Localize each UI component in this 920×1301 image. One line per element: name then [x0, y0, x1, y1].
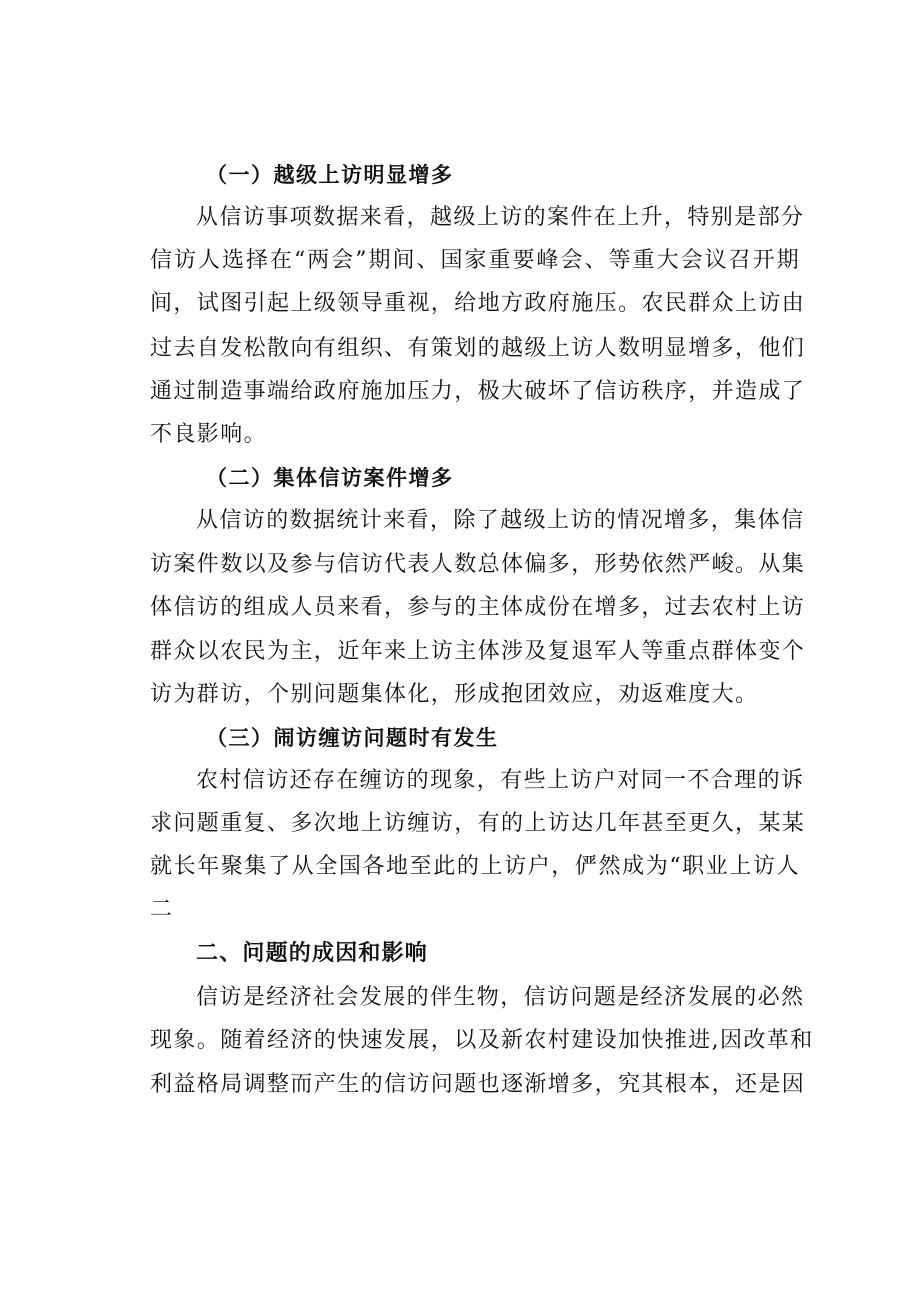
paragraph-line: 信访人选择在“两会”期间、国家重要峰会、等重大会议召开期: [150, 248, 800, 273]
paragraph-line: 过去自发松散向有组织、有策划的越级上访人数明显增多，他们: [150, 336, 806, 361]
paragraph-line: 现象。随着经济的快速发展，以及新农村建设加快推进,因改革和: [150, 1028, 814, 1053]
paragraph-line: 求问题重复、多次地上访缠访，有的上访达几年甚至更久，某某: [150, 811, 806, 836]
paragraph-line: 群众以农民为主，近年来上访主体涉及复退军人等重点群体变个: [150, 639, 806, 664]
section-heading: 二、问题的成因和影响: [196, 941, 429, 966]
paragraph-line: 体信访的组成人员来看，参与的主体成份在增多，过去农村上访: [150, 595, 806, 620]
paragraph-line: 通过制造事端给政府施加压力，极大破坏了信访秩序，并造成了: [150, 379, 806, 404]
paragraph-line: 就长年聚集了从全国各地至此的上访户，俨然成为“职业上访人: [150, 854, 800, 879]
paragraph-line: 间，试图引起上级领导重视，给地方政府施压。农民群众上访由: [150, 291, 806, 316]
paragraph-line: 访为群访，个别问题集体化，形成抱团效应，劝返难度大。: [150, 682, 759, 707]
paragraph-line: 利益格局调整而产生的信访问题也逐渐增多，究其根本，还是因: [150, 1072, 806, 1097]
paragraph-line: 农村信访还存在缠访的现象，有些上访户对同一不合理的诉: [196, 768, 805, 793]
paragraph-line: 从信访的数据统计来看，除了越级上访的情况增多，集体信: [196, 508, 805, 533]
sub-heading-3: （三）闹访缠访问题时有发生: [206, 726, 499, 750]
paragraph-line: 不良影响。: [150, 422, 268, 447]
paragraph-line: 二: [150, 897, 174, 922]
sub-heading-1: （一）越级上访明显增多: [206, 163, 454, 187]
paragraph-line: 从信访事项数据来看，越级上访的案件在上升，特别是部分: [196, 205, 805, 230]
sub-heading-2: （二）集体信访案件增多: [206, 466, 454, 490]
paragraph-line: 信访是经济社会发展的伴生物，信访问题是经济发展的必然: [196, 985, 805, 1010]
paragraph-line: 访案件数以及参与信访代表人数总体偏多，形势依然严峻。从集: [150, 552, 806, 577]
